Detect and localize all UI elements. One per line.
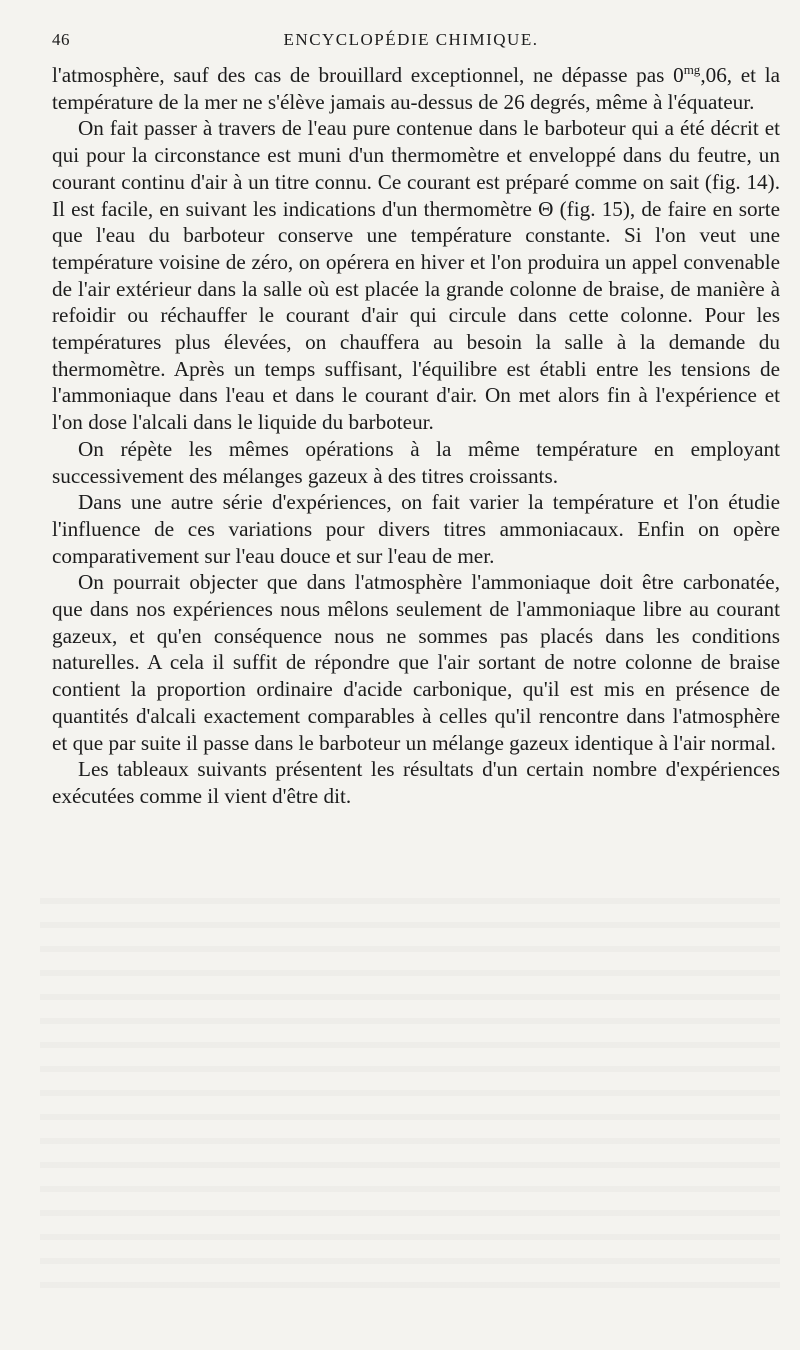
paragraph-1: [52, 62, 780, 115]
paragraph-4: Dans une autre série d'expériences, on fait varier la température et l'on étudie l'influence de ces variations pour divers titres ammoniacaux. Enfin on opère comparativement sur l'eau douce et sur l'eau de mer.: [52, 490, 780, 568]
body-text: [52, 62, 780, 810]
paragraph-3: On répète les mêmes opérations à la même température en employant successivement des mélanges gazeux à des titres croissants.: [52, 436, 780, 488]
paragraph-1-text-cont: ,06, et la température de la mer ne s'élève jamais au-dessus de 26 degrés, même à l'équateur.: [52, 63, 780, 114]
paragraph-1-text: l'atmosphère, sauf des cas de brouillard exceptionnel, ne dépasse pas 0: [52, 63, 684, 87]
paragraph-6: Les tableaux suivants présentent les résultats d'un certain nombre d'expériences exécutées comme il vient d'être dit.: [52, 757, 780, 808]
page-number: 46: [52, 30, 70, 49]
running-header: [52, 30, 770, 56]
milligram-superscript: mg: [683, 61, 701, 77]
paragraph-2: On fait passer à travers de l'eau pure contenue dans le barboteur qui a été décrit et qui pour la circonstance est muni d'un thermomètre et enveloppé dans du feutre, un courant continu d'air à un titre connu. Ce courant est préparé comme on sait (fig. 14). Il est facile, en suivant les indications d'un thermomètre Θ (fig. 15), de faire en sorte que l'eau du barboteur conserve une température constante. Si l'on veut une température voisine de zéro, on opérera en hiver et l'on produira un appel convenable de l'air extérieur dans la salle où est placée la grande colonne de braise, de manière à refoidir ou réchauffer le courant d'air qui circule dans cette colonne. Pour les températures plus élevées, on chauffera au besoin la salle à la demande du thermomètre. Après un temps suffisant, l'équilibre est établi entre les tensions de l'ammoniaque dans l'eau et dans le courant d'air. On met alors fin à l'expérience et l'on dose l'alcali dans le liquide du barboteur.: [52, 116, 780, 435]
header-title: ENCYCLOPÉDIE CHIMIQUE.: [283, 30, 539, 49]
verso-show-through: [40, 880, 780, 1300]
paragraph-5: On pourrait objecter que dans l'atmosphère l'ammoniaque doit être carbonatée, que dans nos expériences nous mêlons seulement de l'ammoniaque libre au courant gazeux, et qu'en conséquence nous ne sommes pas placés dans les conditions naturelles. A cela il suffit de répondre que l'air sortant de notre colonne de braise contient la proportion ordinaire d'acide carbonique, qu'il est mis en présence de quantités d'alcali exactement comparables à celles qu'il rencontre dans l'atmosphère et que par suite il passe dans le barboteur un mélange gazeux identique à l'air normal.: [52, 570, 780, 755]
